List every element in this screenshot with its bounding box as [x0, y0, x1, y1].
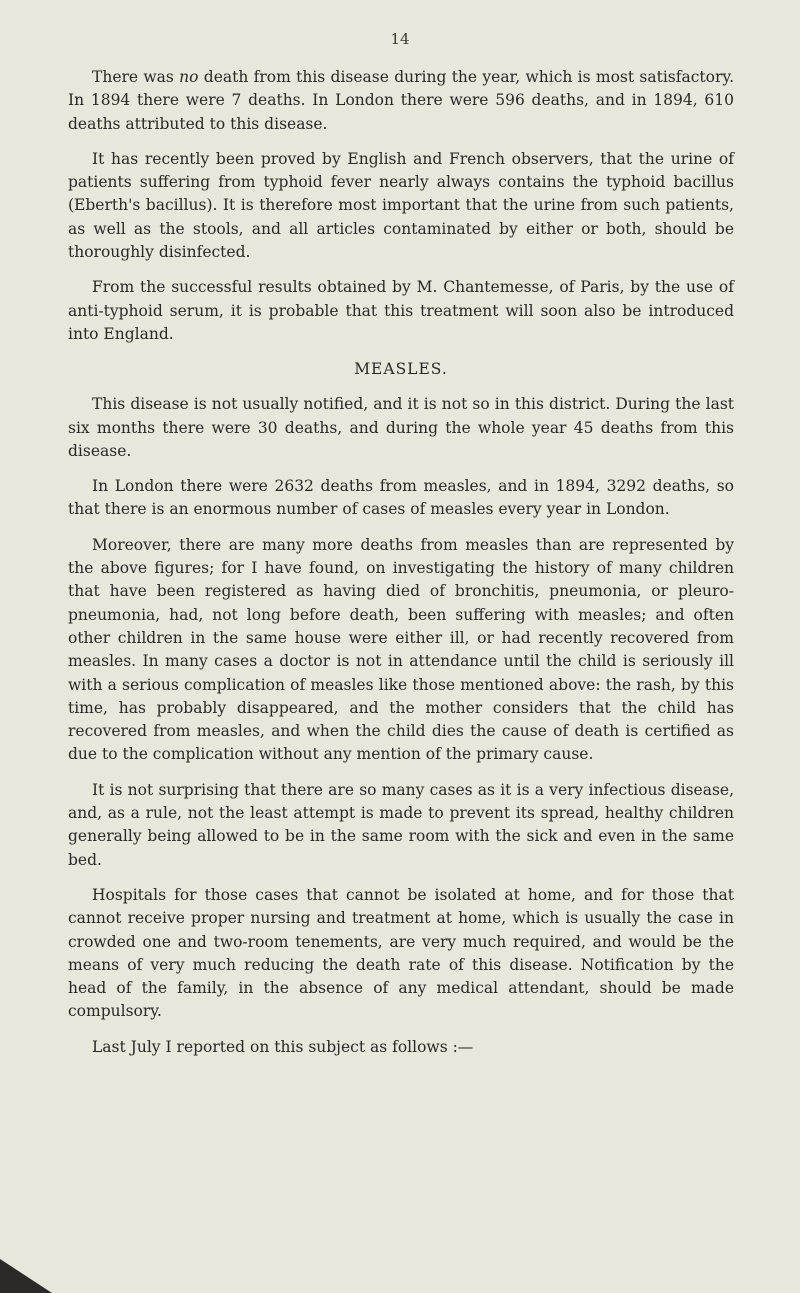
paragraph-last-july-report: Last July I reported on this subject as follows :— [92, 1037, 474, 1056]
paragraph-measles-complications: Moreover, there are many more deaths from measles than are represented by the above figures; for I have found, on investigating the history of many children that have been registered as having died of bronchitis, pneumonia, or pleuro-pneumonia, had, not long before death, been suffering with measles; and often other children in the same house were either ill, or had recently recovered from measles. In many cases a doctor is not in attendance until the child is seriously ill with a serious complication of measles like those mentioned above: the rash, by this time, has probably disappeared, and the mother considers that the child has recovered from measles, and when the child dies the cause of death is certified as due to the complication without any mention of the primary cause. [68, 535, 734, 764]
paragraph-measles-infectious: It is not surprising that there are so many cases as it is a very infectious disease, and, as a rule, not the least attempt is made to prevent its spread, healthy children generally being allowed to be in the same room with the sick and even in the same bed. [68, 780, 734, 869]
document-body [68, 66, 734, 1071]
paragraph-measles-notification: This disease is not usually notified, and it is not so in this district. During the last six months there were 30 deaths, and during the whole year 45 deaths from this disease. [68, 395, 734, 460]
paragraph-measles-hospitals: Hospitals for those cases that cannot be isolated at home, and for those that cannot receive proper nursing and treatment at home, which is usually the case in crowded one and two-room tenements, are very much required, and would be the means of very much reducing the death rate of this disease. Notification by the head of the family, in the absence of any medical attendant, should be made compulsory. [68, 885, 734, 1021]
paragraph-typhoid-deaths [68, 66, 734, 136]
paragraph-anti-typhoid-serum: From the successful results obtained by M. Chantemesse, of Paris, by the use of anti-typhoid serum, it is probable that this treatment will soon also be introduced into England. [68, 278, 734, 343]
paragraph-typhoid-bacillus: It has recently been proved by English and French observers, that the urine of patients suffering from typhoid fever nearly always contains the typhoid bacillus (Eberth's bacillus). It is therefore most important that the urine from such patients, as well as the stools, and all articles contaminated by either or both, should be thoroughly disinfected. [68, 149, 734, 262]
paragraph-text: There was [92, 68, 180, 86]
page-number: 14 [390, 30, 410, 48]
section-heading-measles: MEASLES. [354, 360, 448, 379]
emphasis-no: no [179, 68, 199, 86]
paragraph-london-measles-deaths: In London there were 2632 deaths from measles, and in 1894, 3292 deaths, so that there is an enormous number of cases of measles every year in London. [68, 477, 734, 519]
paragraph-text: death from this disease during the year, which is most satisfactory. In 1894 there were 7 deaths. In London there were 596 deaths, and in 1894, 610 deaths attributed to this disease. [68, 68, 734, 133]
page-corner-shadow [0, 1259, 52, 1293]
